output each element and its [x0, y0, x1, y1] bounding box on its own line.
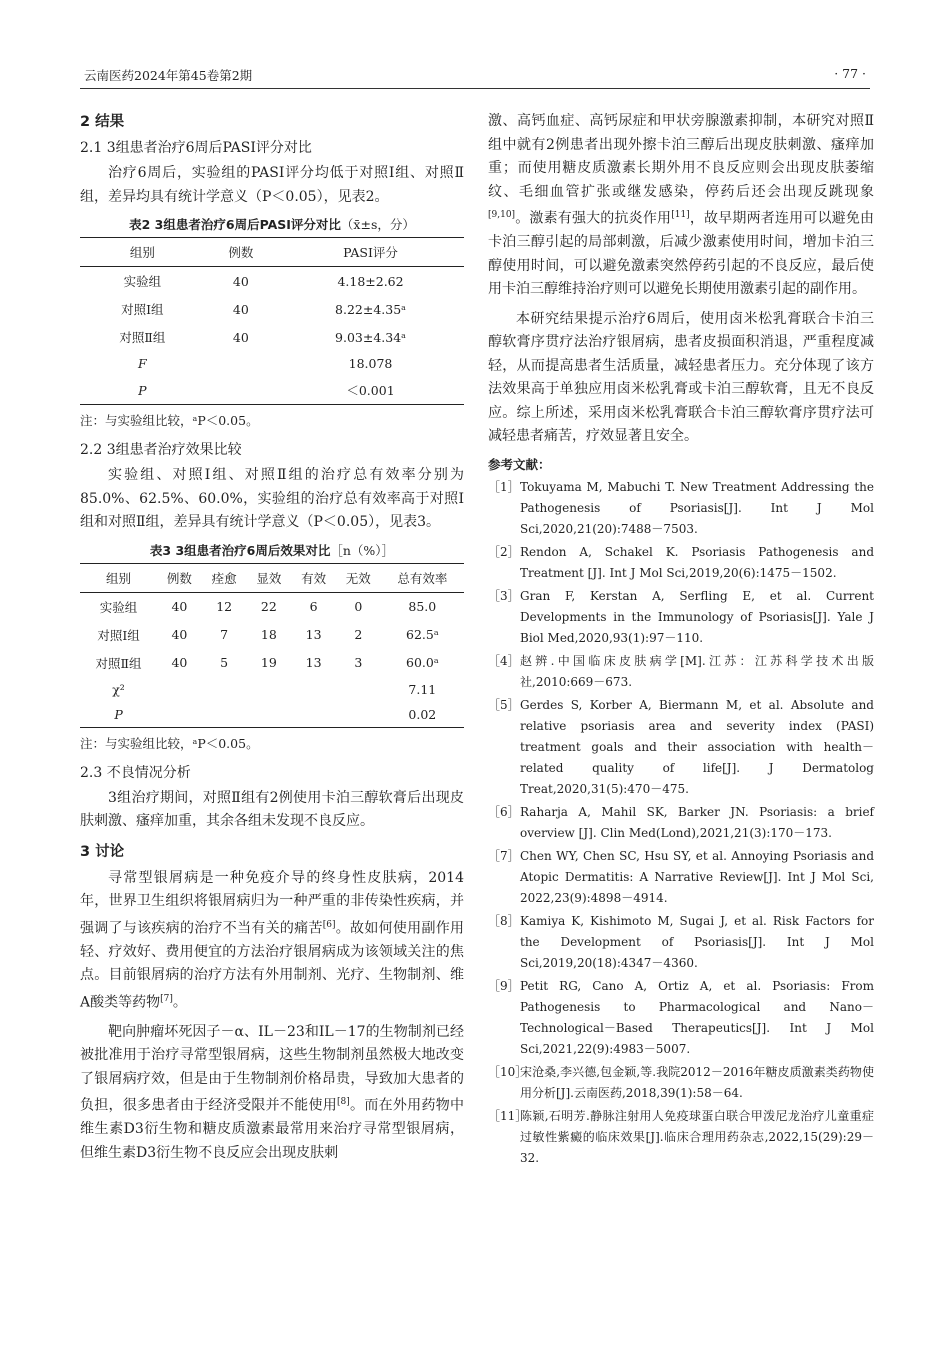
table-2	[80, 237, 464, 405]
table-header-cell: 无效	[336, 563, 381, 592]
table-cell	[247, 702, 292, 728]
section-2-3-para: 3组治疗期间，对照Ⅱ组有2例使用卡泊三醇软膏后出现皮肤刺激、瘙痒加重，其余各组未发现不良反应。	[80, 789, 464, 829]
table-cell: 62.5ᵃ	[406, 627, 439, 642]
table-header-row	[80, 563, 464, 592]
table-cell: 19	[260, 655, 277, 670]
table-header-cell: 显效	[247, 563, 292, 592]
table-row	[80, 649, 464, 677]
reference-item	[488, 911, 874, 974]
table-header-cell: 组别	[80, 563, 157, 592]
table-cell: 40	[171, 655, 188, 670]
discussion-para-1-end: 。	[172, 994, 187, 1011]
table-cell: 40	[171, 627, 188, 642]
table-cell: 13	[305, 627, 322, 642]
reference-text: Chen WY, Chen SC, Hsu SY, et al. Annoying Psoriasis and Atopic Dermatitis: A Narrative Review[J]. Int J Mol Sci, 2022,23(9):4898－4914.	[520, 848, 874, 905]
reference-number: ［10］	[488, 1064, 528, 1079]
discussion-para-2-text-2: 。而在外用药物中维生素D3衍生物和糖皮质激素最常用来治疗寻常型银屑病，但维生素D3衍生物不良反应会出现皮肤刺	[80, 1097, 465, 1161]
table-3	[80, 563, 464, 728]
table-2-caption-unit: （x̄±s，分）	[340, 217, 415, 232]
table-cell: 22	[260, 599, 277, 614]
table-header-cell: 例数	[205, 238, 277, 267]
conclusion-para: 本研究结果提示治疗6周后，使用卤米松乳膏联合卡泊三醇软膏序贯疗法治疗银屑病，患者皮损面积消退，严重程度减轻，从而提高患者生活质量，减轻患者压力。充分体现了该方法效果高于单独应用卤米松乳膏或卡泊三醇软膏，且无不良反应。综上所述，采用卤米松乳膏联合卡泊三醇软膏序贯疗法可减轻患者痛苦，疗效显著且安全。	[488, 310, 874, 445]
reference-number: ［11］	[488, 1108, 528, 1123]
discussion-para-3	[488, 110, 874, 302]
reference-text: Tokuyama M, Mabuchi T. New Treatment Addressing the Pathogenesis of Psoriasis[J]. Int J Mol Sci,2020,21(20):7488－7503.	[520, 479, 874, 536]
section-2-2-para: 实验组、对照Ⅰ组、对照Ⅱ组的治疗总有效率分别为85.0%、62.5%、60.0%，实验组的治疗总有效率高于对照Ⅰ组和对照Ⅱ组，差异具有统计学意义（P＜0.05），见表3。	[80, 467, 464, 530]
table-cell: P	[80, 702, 157, 728]
reference-number: ［4］	[488, 653, 520, 668]
table-cell	[205, 351, 277, 376]
table-cell: 实验组	[123, 274, 162, 289]
table-cell: 对照Ⅰ组	[121, 302, 164, 317]
table-cell: 9.03±4.34ᵃ	[335, 329, 406, 345]
table-header-cell: 总有效率	[381, 563, 464, 592]
reference-text: Gran F, Kerstan A, Serfling E, et al. Current Developments in the Immunology of Psoriasis[J]. Yale J Biol Med,2020,93(1):97－110.	[520, 588, 874, 645]
table-cell: ＜0.001	[277, 376, 464, 405]
table-cell	[157, 702, 202, 728]
table-cell	[202, 677, 247, 702]
reference-text: Kamiya K, Kishimoto M, Sugai J, et al. Risk Factors for the Development of Psoriasis[J]. Int J Mol Sci,2019,20(18):4347－4360.	[520, 913, 874, 970]
reference-item	[488, 477, 874, 540]
table-cell: 13	[305, 655, 322, 670]
discussion-para-1-text-2: 。故如何使用副作用轻、疗效好、费用便宜的方法治疗银屑病成为该领域关注的焦点。目前银屑病的治疗方法有外用制剂、光疗、生物制剂、维A酸类等药物	[80, 920, 465, 1011]
discussion-para-1-text: 寻常型银屑病是一种免疫介导的终身性皮肤病，2014年，世界卫生组织将银屑病归为一种严重的非传染性疾病，并强调了与该疾病的治疗不当有关的痛苦	[80, 869, 464, 937]
section-2-title: 2 结果	[80, 114, 125, 130]
discussion-para-3-text-2: 。激素有强大的抗炎作用	[515, 210, 672, 227]
discussion-para-2	[80, 1021, 464, 1166]
table-3-note: 注：与实验组比较，ᵃP＜0.05。	[80, 735, 259, 751]
table-row	[80, 702, 464, 728]
page-number: · 77 ·	[834, 66, 866, 81]
table-cell: P	[80, 376, 205, 405]
citation: [6]	[322, 919, 336, 930]
reference-number: ［8］	[488, 913, 520, 928]
reference-number: ［7］	[488, 848, 520, 863]
table-cell: 0.02	[381, 702, 464, 728]
reference-text: 赵辨.中国临床皮肤病学[M].江苏：江苏科学技术出版社,2010:669－673.	[520, 653, 874, 689]
table-2-caption-text: 表2 3组患者治疗6周后PASI评分对比	[129, 217, 341, 232]
citation: [11]	[671, 210, 690, 220]
table-2-note: 注：与实验组比较，ᵃP＜0.05。	[80, 413, 259, 428]
table-cell	[202, 702, 247, 728]
reference-item	[488, 976, 874, 1060]
table-header-cell: PASI评分	[277, 238, 464, 267]
reference-number: ［3］	[488, 588, 520, 603]
reference-item	[488, 1106, 874, 1169]
reference-item	[488, 695, 874, 800]
table-cell	[336, 677, 381, 702]
table-header-cell: 组别	[80, 238, 205, 267]
reference-item	[488, 651, 874, 693]
section-2-3-title: 2.3 不良情况分析	[80, 764, 191, 781]
table-cell: F	[138, 356, 147, 371]
table-cell: 5	[220, 655, 229, 670]
header-rule	[80, 88, 870, 89]
table-header-cell: 例数	[157, 563, 202, 592]
citation: [8]	[337, 1097, 350, 1108]
reference-text: Petit RG, Cano A, Ortiz A, et al. Psoriasis: From Pathogenesis to Pharmacological and Nano－Technological－Based Therapeutics[J]. Int J Mol Sci,2021,22(9):4983－5007.	[520, 978, 874, 1056]
table-cell: 18.078	[348, 356, 393, 371]
table-cell: 60.0ᵃ	[406, 655, 439, 670]
table-cell	[157, 677, 202, 702]
table-cell	[247, 677, 292, 702]
table-cell	[291, 702, 336, 728]
table-row	[80, 295, 464, 323]
reference-item	[488, 586, 874, 649]
reference-item	[488, 802, 874, 844]
right-column	[488, 110, 874, 1171]
table-cell: 7	[220, 627, 229, 642]
discussion-para-3-text: 激、高钙血症、高钙尿症和甲状旁腺激素抑制，本研究对照Ⅱ组中就有2例患者出现外擦卡泊三醇后出现皮肤刺激、瘙痒加重；而使用糖皮质激素长期外用不良反应则会出现皮肤萎缩纹、毛细血管扩张或继发感染，停药后还会出现反跳现象	[488, 113, 874, 200]
table-3-caption-unit: ［n（%）］	[330, 542, 395, 558]
reference-item	[488, 542, 874, 584]
reference-list	[488, 477, 874, 1169]
section-2-1-para: 治疗6周后，实验组的PASI评分均低于对照Ⅰ组、对照Ⅱ组，差异均具有统计学意义（P＜0.05），见表2。	[80, 165, 464, 205]
reference-number: ［2］	[488, 544, 520, 559]
discussion-para-1	[80, 867, 464, 1015]
table-cell: 4.18±2.62	[337, 273, 404, 289]
table-row	[80, 621, 464, 649]
reference-text: Rendon A, Schakel K. Psoriasis Pathogenesis and Treatment [J]. Int J Mol Sci,2019,20(6):1475－1502.	[520, 544, 874, 580]
reference-number: ［9］	[488, 978, 520, 993]
reference-text: Raharja A, Mahil SK, Barker JN. Psoriasis: a brief overview [J]. Clin Med(Lond),2021,21(3):170－173.	[520, 804, 874, 840]
table-cell: 18	[260, 627, 277, 642]
section-3-title: 3 讨论	[80, 843, 125, 860]
table-cell: 实验组	[99, 599, 138, 615]
reference-text: 陈颖,石明芳.静脉注射用人免疫球蛋白联合甲泼尼龙治疗儿童重症过敏性紫癜的临床效果[J].临床合理用药杂志,2022,15(29):29－32.	[520, 1108, 874, 1165]
table-row	[80, 376, 464, 405]
reference-item	[488, 846, 874, 909]
table-cell: 85.0	[408, 599, 437, 614]
references-title: 参考文献：	[488, 456, 551, 472]
table-row	[80, 351, 464, 376]
table-cell	[291, 677, 336, 702]
section-2-1-title: 2.1 3组患者治疗6周后PASI评分对比	[80, 140, 312, 156]
reference-item	[488, 1062, 874, 1104]
table-cell: 7.11	[408, 681, 437, 697]
table-header-cell: 有效	[291, 563, 336, 592]
table-row	[80, 592, 464, 621]
table-header-row	[80, 238, 464, 267]
table-cell: 40	[171, 599, 188, 614]
table-cell: χ²	[112, 681, 125, 697]
table-cell: 对照Ⅰ组	[97, 627, 140, 643]
table-cell	[205, 376, 277, 405]
reference-number: ［6］	[488, 804, 520, 819]
table-cell: 40	[232, 301, 249, 317]
table-row	[80, 677, 464, 702]
table-row	[80, 323, 464, 351]
discussion-para-2-text: 靶向肿瘤坏死因子－α、IL－23和IL－17的生物制剂已经被批准用于治疗寻常型银屑病，这些生物制剂虽然极大地改变了银屑病疗效，但是由于生物制剂价格昂贵，导致加大患者的负担，很多患者由于经济受限并不能使用	[80, 1023, 464, 1114]
table-cell: 6	[309, 599, 318, 614]
table-cell	[336, 702, 381, 728]
section-2-2-title: 2.2 3组患者治疗效果比较	[80, 442, 242, 458]
table-2-caption	[80, 215, 464, 233]
table-header-cell: 痊愈	[202, 563, 247, 592]
table-cell: 40	[232, 273, 249, 289]
table-cell: 0	[354, 599, 363, 614]
table-3-caption-text: 表3 3组患者治疗6周后效果对比	[149, 542, 331, 558]
table-cell: 12	[216, 599, 233, 614]
table-cell: 对照Ⅱ组	[95, 655, 142, 671]
journal-header: 云南医药2024年第45卷第2期	[84, 68, 253, 83]
reference-text: Gerdes S, Korber A, Biermann M, et al. Absolute and relative psoriasis area and severity index (PASI) treatment goals and their association with health－related quality of life[J]. J Dermatolog Treat,2020,31(5):470－475.	[520, 697, 874, 796]
discussion-para-3-text-3: ，故早期两者连用可以避免由卡泊三醇引起的局部刺激，后减少激素使用时间，增加卡泊三醇使用时间，可以避免激素突然停药引起的不良反应，最后使用卡泊三醇维持治疗则可以避免长期使用激素引起的副作用。	[488, 210, 875, 298]
reference-number: ［1］	[488, 479, 520, 494]
table-cell: 8.22±4.35ᵃ	[335, 301, 406, 317]
citation: [9,10]	[488, 210, 516, 220]
table-cell: 对照Ⅱ组	[119, 330, 166, 345]
reference-text: 宋沧桑,李兴德,包金颖,等.我院2012－2016年糖皮质激素类药物使用分析[J].云南医药,2018,39(1):58－64.	[520, 1064, 874, 1100]
reference-number: ［5］	[488, 697, 520, 712]
table-row	[80, 267, 464, 296]
citation: [7]	[160, 993, 173, 1004]
table-cell: 3	[354, 655, 363, 670]
left-column	[80, 110, 464, 1171]
table-cell: 40	[232, 329, 249, 345]
table-cell: 2	[354, 627, 363, 642]
table-3-caption	[80, 541, 464, 559]
